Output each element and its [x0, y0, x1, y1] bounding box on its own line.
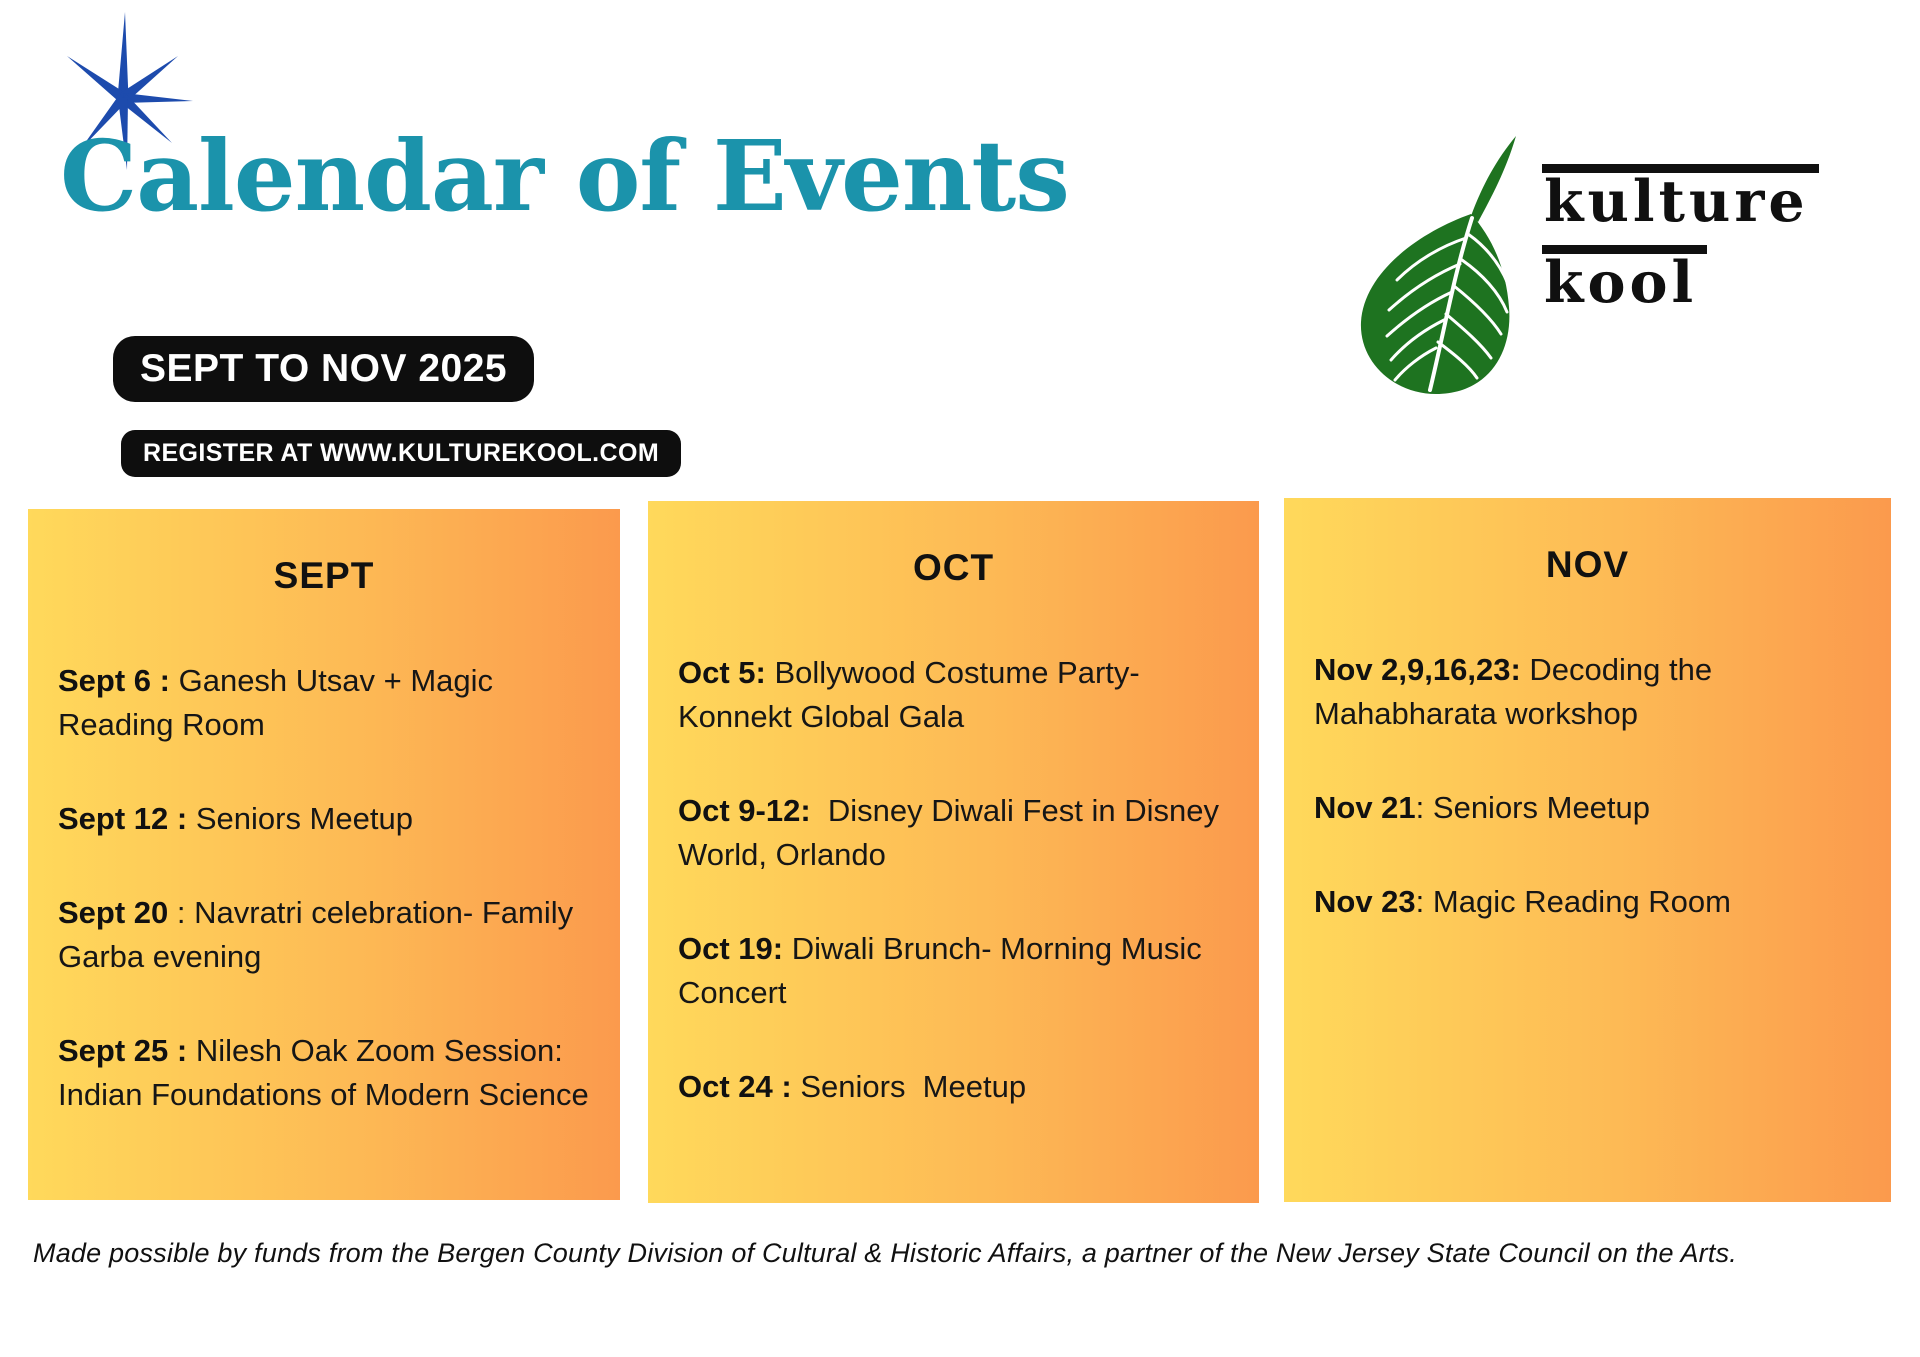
bodhi-leaf-icon [1350, 134, 1528, 402]
date-range-badge: SEPT TO NOV 2025 [113, 336, 534, 402]
event-date: Oct 5: [678, 655, 775, 690]
logo-word-kool: kool [1542, 245, 1707, 310]
event-item [1314, 786, 1869, 830]
event-date: Sept 6 : [58, 663, 179, 698]
logo-wordmark [1542, 164, 1819, 326]
month-title: SEPT [273, 555, 375, 596]
month-card-nov [1284, 498, 1891, 1202]
event-desc: : Navratri celebration- Family Garba evening [58, 895, 582, 975]
event-desc: : Magic Reading Room [1415, 884, 1731, 920]
event-item [58, 797, 598, 841]
event-date: Nov 21 [1314, 790, 1416, 826]
event-desc: Ganesh Utsav + Magic Reading Room [58, 663, 502, 743]
event-date: Sept 25 : [58, 1033, 196, 1069]
event-item [1314, 880, 1869, 924]
event-date: Nov 23 [1314, 884, 1416, 920]
footer-credit: Made possible by funds from the Bergen County Division of Cultural & Historic Affairs, a partner of the New Jersey State Council on the Arts. [33, 1238, 1737, 1268]
month-title: OCT [912, 547, 995, 588]
event-desc: Seniors Meetup [195, 801, 413, 837]
event-item [58, 659, 598, 747]
event-desc: Disney Diwali Fest in Disney World, Orlando [678, 793, 1228, 873]
event-list [1314, 648, 1869, 924]
month-title: NOV [1545, 544, 1630, 585]
event-item [58, 891, 598, 979]
month-card-sept [28, 509, 620, 1200]
event-desc: Diwali Brunch- Morning Music Concert [678, 931, 1211, 1011]
event-list [58, 659, 598, 1117]
event-item [1314, 648, 1869, 736]
event-date: Oct 19: [678, 931, 792, 967]
month-card-oct [648, 501, 1259, 1203]
event-list [678, 651, 1237, 1109]
event-date: Sept 20 [58, 895, 177, 931]
event-desc: Decoding the Mahabharata workshop [1314, 652, 1721, 732]
register-badge[interactable]: REGISTER AT WWW.KULTUREKOOL.COM [121, 430, 681, 477]
event-desc: : Seniors Meetup [1415, 790, 1651, 826]
event-desc: Seniors Meetup [800, 1069, 1027, 1105]
event-desc: Nilesh Oak Zoom Session: Indian Foundations of Modern Science [58, 1033, 589, 1113]
logo-word-kulture: kulture [1542, 164, 1819, 229]
kulturekool-logo [1350, 134, 1895, 409]
event-item [678, 651, 1237, 739]
event-desc: Bollywood Costume Party- Konnekt Global Gala [678, 655, 1149, 735]
event-item [678, 1065, 1237, 1109]
event-date: Sept 12 : [58, 801, 196, 837]
event-item [58, 1029, 598, 1117]
event-date: Nov 2,9,16,23: [1314, 652, 1530, 687]
page-title: Calendar of Events [60, 119, 1069, 233]
event-date: Oct 24 : [678, 1069, 801, 1105]
event-date: Oct 9-12: [678, 793, 820, 829]
event-item [678, 789, 1237, 877]
event-item [678, 927, 1237, 1015]
